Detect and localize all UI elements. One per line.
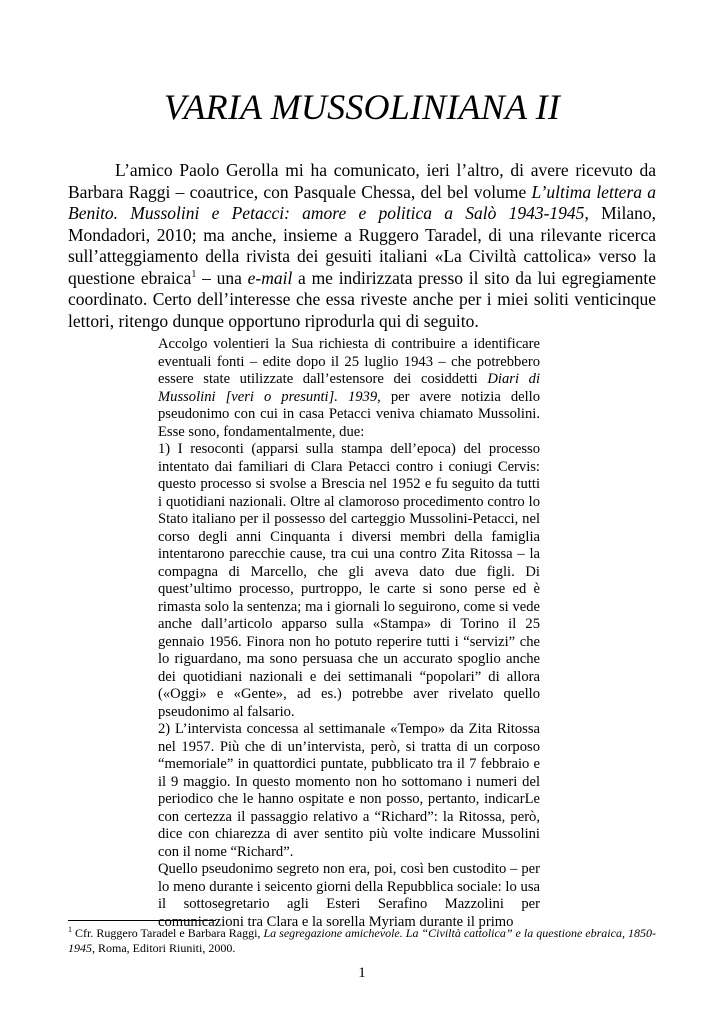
footnote xyxy=(68,926,656,956)
page-title: VARIA MUSSOLINIANA II xyxy=(163,87,561,127)
quote-text: , per avere notizia dello pseudonimo con cui in casa Petacci veniva chiamato Mussolini. Esse sono, fondamentalmente, due: xyxy=(158,388,540,440)
intro-paragraph xyxy=(68,160,656,332)
quoted-email xyxy=(158,336,540,931)
intro-text: – una xyxy=(196,267,248,288)
footnote-text: Cfr. Ruggero Taradel e Barbara Raggi, xyxy=(72,926,264,940)
footnote-text: , Roma, Editori Riuniti, 2000. xyxy=(92,941,236,955)
book-title: L’ultima lettera a Benito. Mussolini e Petacci: amore e politica a Salò 1943-1945 xyxy=(68,181,656,223)
quote-text: Accolgo volentieri la Sua richiesta di contribuire a identificare eventuali fonti – edite dopo il 25 luglio 1943 – che potrebbero essere state utilizzate dall’estensore dei cosiddetti xyxy=(158,336,540,387)
footnote-reference[interactable]: 1 xyxy=(191,268,197,280)
quote-paragraph: 1) I resoconti (apparsi sulla stampa dell’epoca) del processo intentato dai familiari di Clara Petacci contro i coniugi Cervis: questo processo si svolse a Brescia nel 1952 e fu seguito da tutti i quotidiani nazionali. Oltre al clamoroso procedimento contro lo Stato italiano per il possesso del carteggio Mussolini-Petacci, nel corso degli anni Cinquanta i diversi membri della famiglia intentarono parecchie cause, tra cui una contro Zita Ritossa – la compagna di Marcello, che gli aveva dato due figli. Di quest’ultimo processo, purtroppo, le carte si sono perse ed è rimasta solo la sentenza; ma i giornali lo seguirono, come si vede anche dall’articolo apparso sulla «Stampa» di Torino il 25 gennaio 1956. Finora non ho potuto reperire tutti i “servizi” che lo riguardano, ma sono persuasa che un accurato spoglio anche dei quotidiani nazionali e dei settimanali “popolari” di allora («Oggi» e «Gente», ad es.) potrebbe aver rivelato quello pseudonimo al falsario. xyxy=(158,441,540,720)
intro-text: , Milano, Mondadori, 2010; ma anche, insieme a Ruggero Taradel, di una rilevante ricerca sull’atteggiamento della rivista dei gesuiti italiani «La Civiltà cattolica» verso la questione ebraica xyxy=(68,203,656,288)
intro-text: a me indirizzata presso il sito da lui egregiamente coordinato. Certo dell’interesse che essa riveste anche per i miei soliti venticinque lettori, ritengo dunque opportuno riprodurla qui di seguito. xyxy=(68,267,656,331)
footnote-title: La segregazione amichevole. La “Civiltà cattolica” e la questione ebraica, 1850-1945 xyxy=(68,926,656,955)
quote-paragraph xyxy=(158,336,540,441)
diary-title: Diari di Mussolini [veri o presunti]. 1939 xyxy=(158,371,540,405)
footnote-number: 1 xyxy=(68,925,72,934)
quote-paragraph: 2) L’intervista concessa al settimanale «Tempo» da Zita Ritossa nel 1957. Più che di un’intervista, però, si tratta di un corposo “memoriale” in quattordici puntate, pubblicato tra il 7 febbraio e il 9 maggio. In questo momento non ho sottomano i numeri del periodico che le hanno ospitate e non posso, pertanto, indicarLe con certezza il passaggio relativo a “Richard”: la Ritossa, però, dice con chiarezza di aver sentito più volte indicare Mussolini con il nome “Richard”. xyxy=(158,721,540,860)
page-number: 1 xyxy=(358,965,366,981)
footnote-separator xyxy=(68,920,216,921)
intro-emphasis: e-mail xyxy=(247,267,293,288)
quote-paragraph: Quello pseudonimo segreto non era, poi, così ben custodito – per lo meno durante i seicento giorni della Repubblica sociale: lo usa il sottosegretario agli Esteri Serafino Mazzolini per comunicazioni tra Clara e la sorella Myriam durante il primo xyxy=(158,861,540,930)
intro-text: L’amico Paolo Gerolla mi ha comunicato, ieri l’altro, di avere ricevuto da Barbara Raggi – coautrice, con Pasquale Chessa, del bel volume xyxy=(68,160,656,202)
